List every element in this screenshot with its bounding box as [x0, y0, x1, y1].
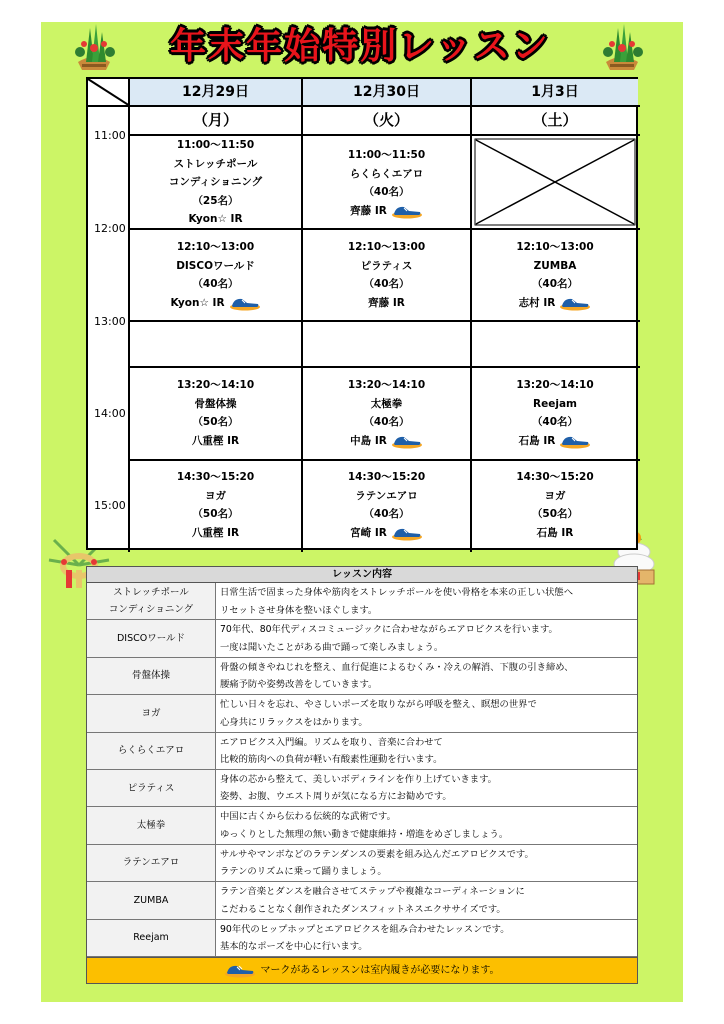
lesson-name: 骨盤体操 [87, 658, 216, 694]
description-row [87, 620, 637, 657]
indoor-shoes-note [86, 957, 638, 984]
lesson-name: ストレッチポール コンディショニング [87, 583, 216, 619]
lesson-text-line: ゆっくりとした無理の無い動きで健康維持・増進をめざしましょう。 [220, 828, 509, 840]
lesson-cell: 11:00～11:50 らくらくエアロ （40名） 齊藤 IR [347, 149, 426, 217]
lesson-text [216, 920, 637, 956]
shoe-icon [391, 525, 423, 541]
time-label-1100: 11:00 [94, 129, 126, 142]
time-label-1300: 13:00 [94, 315, 126, 328]
lesson-cell: 13:20～14:10 太極拳 （40名） 中島 IR [347, 379, 426, 447]
lesson-text-line: 70年代、80年代ディスコミュージックに合わせながらエアロビクスを行います。 [220, 624, 558, 636]
lesson-text [216, 882, 637, 918]
shoe-icon [391, 433, 423, 449]
lesson-name: ピラティス [87, 770, 216, 806]
lesson-text-line: 姿勢、お腹、ウエスト周りが気になる方にお勧めです。 [220, 791, 452, 803]
day-header-3: 1月3日 [472, 79, 638, 106]
day-header-2: 12月30日 [303, 79, 470, 106]
lesson-description-table [86, 566, 638, 958]
description-row [87, 658, 637, 695]
lesson-text [216, 807, 637, 843]
lesson-text [216, 620, 637, 656]
lesson-text [216, 658, 637, 694]
lesson-text-line: 心身共にリラックスをはかります。 [220, 716, 368, 728]
lesson-text-line: 骨盤の傾きやねじれを整え、血行促進によるむくみ・冷えの解消、下腹の引き締め、 [220, 661, 574, 673]
lesson-text-line: 忙しい日々を忘れ、やさしいポーズを取りながら呼吸を整え、瞑想の世界で [220, 699, 537, 711]
lesson-text-line: リセットさせ身体を整いほぐします。 [220, 604, 378, 616]
lesson-cell: 12:10～13:00 DISCOワールド （40名） Kyon☆ IR [130, 238, 301, 312]
lesson-text-line: ラテン音楽とダンスを融合させてステップや複雑なコーディネーションに [220, 886, 525, 898]
lesson-text [216, 845, 637, 881]
note-text: マークがあるレッスンは室内履きが必要になります。 [260, 965, 500, 976]
shoe-icon [559, 433, 591, 449]
description-row [87, 695, 637, 732]
lesson-cell: 13:20～14:10 Reejam （40名） 石島 IR [516, 379, 594, 447]
time-label-1200: 12:00 [94, 222, 126, 235]
lesson-text [216, 733, 637, 769]
lesson-name: Reejam [87, 920, 216, 956]
day-header-1: 12月29日 [130, 79, 301, 106]
lesson-name: らくらくエアロ [87, 733, 216, 769]
description-header: レッスン内容 [87, 567, 637, 583]
lesson-cell: 14:30～15:20 ヨガ （50名） 八重樫 IR [176, 471, 255, 539]
shoe-icon [229, 295, 261, 311]
shoe-icon [224, 962, 256, 978]
weekday-3: （土） [532, 111, 578, 129]
description-row [87, 733, 637, 770]
lesson-text-line: 比較的筋肉への負荷が軽い有酸素性運動を行います。 [220, 754, 443, 766]
lesson-text-line: サルサやマンボなどのラテンダンスの要素を組み込んだエアロビクスです。 [220, 848, 534, 860]
lesson-text [216, 695, 637, 731]
weekday-1: （月） [192, 111, 238, 129]
weekday-2: （火） [363, 111, 409, 129]
shoe-icon [391, 203, 423, 219]
lesson-name: ZUMBA [87, 882, 216, 918]
lesson-text-line: ラテンのリズムに乗って踊りましょう。 [220, 866, 387, 878]
lesson-text-line: 一度は聞いたことがある曲で踊って楽しみましょう。 [220, 641, 444, 653]
lesson-name: ヨガ [87, 695, 216, 731]
lesson-text-line: こだわることなく創作されたダンスフィットネスエクササイズです。 [220, 903, 506, 915]
description-row [87, 920, 637, 957]
kadomatsu-left-icon [70, 22, 118, 72]
lesson-text-line: 日常生活で固まった身体や筋肉をストレッチポールを使い骨格を本来の正しい状態へ [220, 587, 574, 598]
lesson-cell: 13:20～14:10 骨盤体操 （50名） 八重樫 IR [176, 379, 255, 447]
lesson-text-line: 基本的なポーズを中心に行います。 [220, 941, 368, 953]
lesson-name: 太極拳 [87, 807, 216, 843]
lesson-name: ラテンエアロ [87, 845, 216, 881]
kadomatsu-right-icon [598, 22, 646, 72]
lesson-text-line: 中国に古くから伝わる伝統的な武術です。 [220, 811, 396, 823]
lesson-cell: 14:30～15:20 ラテンエアロ （40名） 宮崎 IR [347, 471, 426, 539]
closed-cell-cross [472, 136, 638, 228]
lesson-text-line: 身体の芯から整えて、美しいボディラインを作り上げていきます。 [220, 773, 497, 785]
page-title: 年末年始特別レッスン [170, 26, 550, 67]
lesson-text [216, 583, 637, 619]
lesson-cell: 11:00～11:50 ストレッチポール コンディショニング （25名） Kyon☆ IR [168, 139, 263, 225]
lesson-name: DISCOワールド [87, 620, 216, 656]
schedule-table [86, 77, 638, 550]
lesson-cell: 12:10～13:00 ZUMBA （40名） 志村 IR [516, 241, 594, 309]
time-label-1500: 15:00 [94, 499, 126, 512]
time-label-1400: 14:00 [94, 407, 126, 420]
lesson-text-line: 腰痛予防や姿勢改善をしていきます。 [220, 679, 378, 691]
lesson-cell: 12:10～13:00 ピラティス （40名） 齊藤 IR [347, 241, 426, 309]
lesson-text-line: 90年代のヒップホップとエアロビクスを組み合わせたレッスンです。 [220, 923, 510, 935]
shoe-icon [559, 295, 591, 311]
lesson-text [216, 770, 637, 806]
description-row [87, 845, 637, 882]
description-row [87, 583, 637, 620]
description-row [87, 882, 637, 919]
lesson-cell: 14:30～15:20 ヨガ （50名） 石島 IR [516, 471, 594, 539]
description-row [87, 770, 637, 807]
description-row [87, 807, 637, 844]
lesson-text-line: エアロビクス入門編。リズムを取り、音楽に合わせて [220, 736, 443, 748]
